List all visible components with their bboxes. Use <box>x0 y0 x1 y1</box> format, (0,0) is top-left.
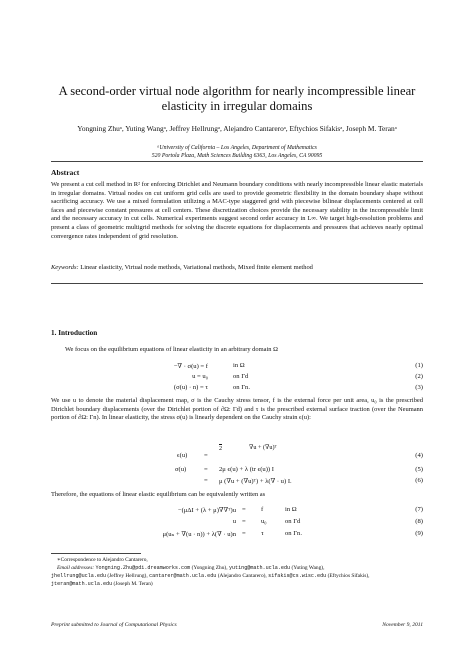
equation-lhs: u = u₀ <box>192 373 208 380</box>
equation-number: (1) <box>415 362 423 369</box>
equation-equals: = <box>204 466 208 473</box>
equation-9 <box>51 530 423 540</box>
equation-1 <box>51 362 423 372</box>
equation-8 <box>51 518 423 528</box>
equation-lhs: −∇ · σ(u) = f <box>173 363 208 370</box>
equation-equals: = <box>204 452 208 459</box>
email-owner: (Yongning Zhu), <box>191 565 228 571</box>
abstract-top-rule <box>51 161 423 162</box>
email-owner: (Jeffrey Hellrung), <box>107 573 148 579</box>
email-link[interactable]: jteran@math.ucla.edu <box>51 581 113 587</box>
email-owner: (Yuting Wang), <box>291 565 325 571</box>
email-label: Email addresses: <box>57 565 95 571</box>
abstract-heading: Abstract <box>51 168 80 177</box>
definitions-paragraph: We use u to denote the material displacement map, σ is the Cauchy stress tensor, f is the external force per unit area, u₀ is the prescribed Dirichlet boundary displacements (over the Dirichlet portion of ∂Ω: Γd) and τ is the prescribed external surface traction (over the Neumann portion of ∂Ω: Γn). In linear elasticity, the stress σ(u) is linearly dependent on the Cauchy strain ϵ(u): <box>51 397 423 422</box>
equation-lhs: u <box>232 518 236 525</box>
email-footnote-line-2 <box>51 573 431 580</box>
equation-lhs: −(μΔI + (λ + μ)∇∇ᵀ)u <box>177 507 236 514</box>
email-footnote <box>57 565 437 572</box>
equation-lhs: (σ(u) · n) = τ <box>173 384 208 391</box>
journal-note: Preprint submitted to Journal of Computational Physics <box>51 622 177 628</box>
equation-2 <box>51 373 423 383</box>
equation-domain: in Ω <box>233 362 245 369</box>
equation-domain: in Ω <box>285 506 297 513</box>
equation-number: (7) <box>415 506 423 513</box>
equivalent-form-paragraph: Therefore, the equations of linear elastic equilibrium can be equivalently written as <box>51 491 266 498</box>
affiliation <box>20 144 454 160</box>
equation-equals: = <box>242 530 246 537</box>
email-owner: (Alejandro Cantarero), <box>217 573 267 579</box>
equation-equals: = <box>242 518 246 525</box>
equation-7 <box>51 506 423 516</box>
equation-lhs: μ(uₙ + ∇(u · n)) + λ(∇ · u)n <box>162 531 236 538</box>
fraction-denominator: 2 <box>219 445 223 452</box>
equation-value: f <box>261 506 264 513</box>
intro-paragraph: We focus on the equilibrium equations of linear elasticity in an arbitrary domain Ω <box>65 346 278 353</box>
keywords-label: Keywords: <box>51 264 79 271</box>
equation-value: τ <box>261 530 264 537</box>
equation-rhs: 2μ ϵ(u) + λ (tr ϵ(u)) I <box>219 466 274 473</box>
equation-4 <box>51 444 423 462</box>
page-footer <box>51 622 423 628</box>
equation-lhs: σ(u) <box>175 466 187 473</box>
equation-domain: on Γn. <box>285 530 302 537</box>
equation-number: (3) <box>415 384 423 391</box>
equation-value: u₀ <box>261 518 267 525</box>
equation-number: (4) <box>415 452 423 459</box>
affiliation-line-2: 520 Portola Plaza, Math Sciences Building 6363, Los Angeles, CA 90095 <box>151 153 323 159</box>
equation-domain: on Γd <box>285 518 301 525</box>
correspondence-footnote: ∗Correspondence to Alejandro Cantarero, <box>57 557 148 563</box>
equation-number: (6) <box>415 477 423 484</box>
equation-6 <box>51 477 423 487</box>
section-heading: 1. Introduction <box>51 329 98 337</box>
keywords-list: Linear elasticity, Virtual node methods, Variational methods, Mixed finite element method <box>80 264 313 271</box>
equation-number: (5) <box>415 466 423 473</box>
fraction-numerator: ∇u + (∇u)ᵀ <box>249 444 277 451</box>
email-link[interactable]: jhellrung@ucla.edu <box>51 573 107 579</box>
equation-number: (9) <box>415 530 423 537</box>
abstract-bottom-rule <box>51 283 423 284</box>
email-footnote-line-3 <box>51 581 431 588</box>
equation-equals: = <box>242 506 246 513</box>
author-list: Yongning Zhuᵃ, Yuting Wangᵃ, Jeffrey Hellrungᵃ, Alejandro Cantareroᵃ, Eftychios Sifakisᵃ, Joseph M. Teranᵃ <box>77 124 397 133</box>
submission-date: November 9, 2011 <box>382 622 423 628</box>
affiliation-line-1: ᵃUniversity of California – Los Angeles, Department of Mathematics <box>157 145 317 151</box>
equation-5 <box>51 466 423 476</box>
email-owner: (Joseph M. Teran) <box>113 581 153 587</box>
equation-rhs: μ (∇u + (∇u)ᵀ) + λ(∇ · u) I. <box>219 478 292 485</box>
abstract-body: We present a cut cell method in R² for enforcing Dirichlet and Neumann boundary conditions with nearly incompressible linear elastic materials in irregular domains. Virtual nodes on cut uniform grid cells are used to provide geometric flexibility in the domain boundary shape without sacrificing accuracy. We use a mixed formulation utilizing a MAC-type staggered grid with piecewise bilinear displacements centered at cell faces and piecewise constant pressures at cell centers. These discretization choices provide the necessary stability in the incompressible limit and the necessary accuracy in cut cells. Numerical experiments suggest second order accuracy in L∞. We target high-resolution problems and present a class of geometric multigrid methods for solving the discrete equations for displacements and pressures that achieves nearly optimal convergence rates independent of grid resolution. <box>51 181 423 240</box>
email-owner: (Eftychios Sifakis), <box>327 573 370 579</box>
email-link[interactable]: Yongning.Zhu@pdi.dreamworks.com <box>95 565 191 571</box>
paper-title: A second-order virtual node algorithm for nearly incompressible linear elasticity in irregular domains <box>58 84 416 113</box>
equation-number: (8) <box>415 518 423 525</box>
equation-number: (2) <box>415 373 423 380</box>
email-link[interactable]: cantarer@math.ucla.edu <box>149 573 217 579</box>
footnote-rule <box>51 553 141 554</box>
email-link[interactable]: sifakis@cs.wisc.edu <box>268 573 327 579</box>
equation-3 <box>51 384 423 394</box>
equation-domain: on Γd <box>233 373 249 380</box>
keywords <box>51 264 423 271</box>
equation-lhs: ϵ(u) <box>177 452 188 459</box>
equation-domain: on Γn. <box>233 384 250 391</box>
email-link[interactable]: yuting@math.ucla.edu <box>228 565 291 571</box>
equation-equals: = <box>204 477 208 484</box>
